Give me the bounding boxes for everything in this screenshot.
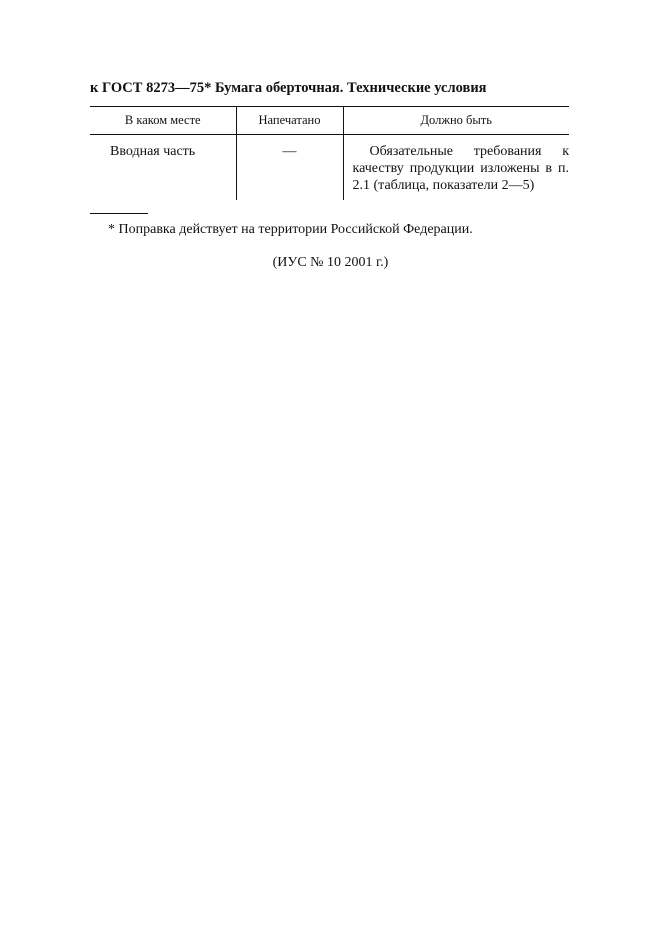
header-printed: Напечатано <box>236 107 343 135</box>
footnote-divider <box>90 213 148 214</box>
header-should-be: Должно быть <box>343 107 569 135</box>
header-place: В каком месте <box>90 107 236 135</box>
table-header-row <box>90 107 569 135</box>
footnote-text: * Поправка действует на территории Российской Федерации. <box>108 222 473 237</box>
document-title: к ГОСТ 8273—75* Бумага оберточная. Технические условия <box>90 80 487 96</box>
cell-place: Вводная часть <box>110 144 196 159</box>
table-row <box>90 135 569 201</box>
cell-should-be: Обязательные требования к качеству продукции изложены в п. 2.1 (таблица, показатели 2—5) <box>343 135 569 201</box>
correction-table <box>90 106 569 200</box>
source-reference: (ИУС № 10 2001 г.) <box>272 255 389 270</box>
cell-printed: — <box>236 135 343 201</box>
